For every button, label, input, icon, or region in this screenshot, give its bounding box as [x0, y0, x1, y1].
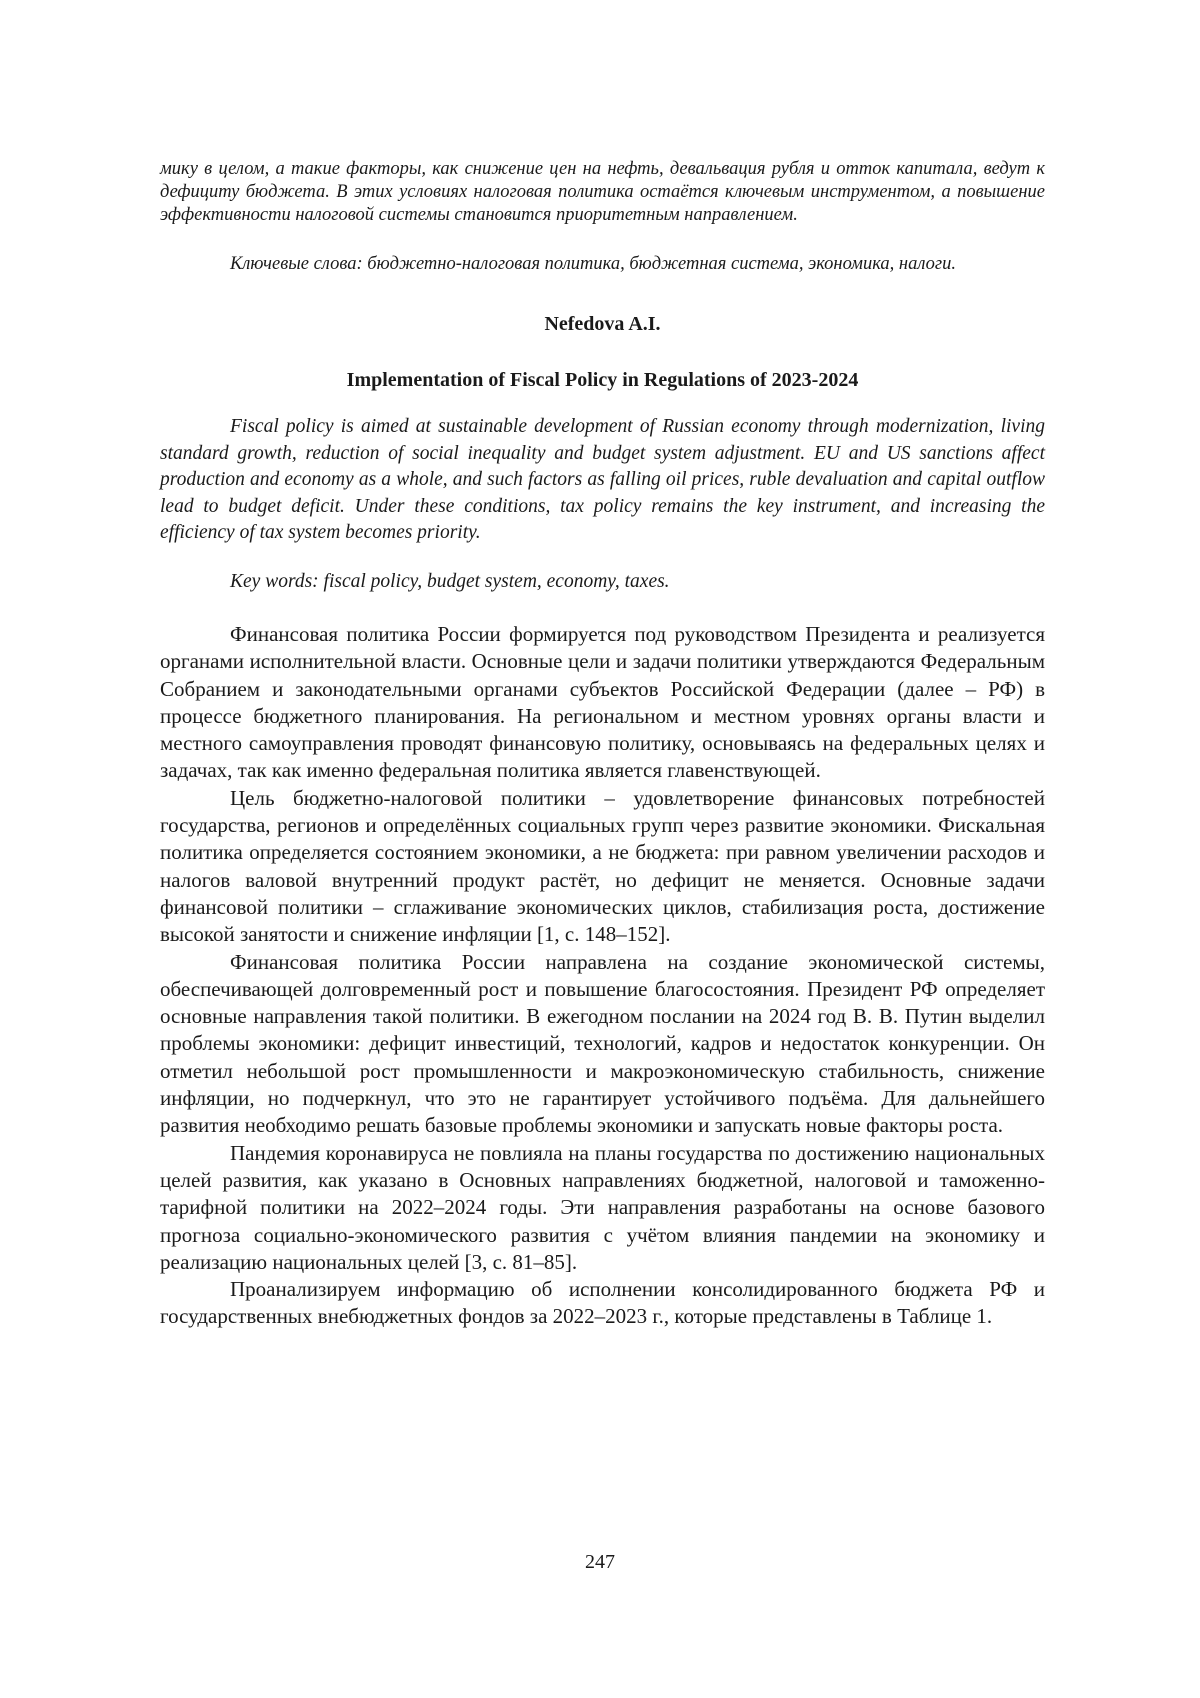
body-paragraph: Финансовая политика России формируется под руководством Президента и реализуется органами исполнительной власти. Основные цели и задачи политики утверждаются Федеральным Собранием и законодательными органами субъектов Российской Федерации (далее – РФ) в процессе бюджетного планирования. На региональном и местном уровнях органы власти и местного самоуправления проводят финансовую политику, основываясь на федеральных целях и задачах, так как именно федеральная политика является главенствующей.: [160, 622, 1045, 783]
article-title-en: Implementation of Fiscal Policy in Regulations of 2023-2024: [346, 369, 859, 391]
body-paragraph: Цель бюджетно-налоговой политики – удовлетворение финансовых потребностей государства, регионов и определённых социальных групп через развитие экономики. Фискальная политика определяется состоянием экономики, а не бюджета: при равном увеличении расходов и налогов валовой внутренний продукт растёт, но дефицит не меняется. Основные задачи финансовой политики – сглаживание экономических циклов, стабилизация роста, достижение высокой занятости и снижение инфляции [1, с. 148–152].: [160, 785, 1045, 947]
body-paragraph: Финансовая политика России направлена на создание экономической системы, обеспечивающей долговременный рост и повышение благосостояния. Президент РФ определяет основные направления такой политики. В ежегодном послании на 2024 год В. В. Путин выделил проблемы экономики: дефицит инвестиций, технологий, кадров и недостаток конкуренции. Он отметил небольшой рост промышленности и макроэкономическую стабильность, снижение инфляции, но подчеркнул, что это не гарантирует устойчивого подъёма. Для дальнейшего развития необходимо решать базовые проблемы экономики и запускать новые факторы роста.: [160, 949, 1045, 1138]
keywords-en: Key words: fiscal policy, budget system, economy, taxes.: [230, 570, 670, 592]
page-content: [160, 158, 1045, 1331]
author-name-en: Nefedova A.I.: [544, 313, 661, 335]
body-paragraph: Пандемия коронавируса не повлияла на планы государства по достижению национальных целей развития, как указано в Основных направлениях бюджетной, налоговой и таможенно-тарифной политики на 2022–2024 годы. Эти направления разработаны на основе базового прогноза социально-экономического развития с учётом влияния пандемии на экономику и реализацию национальных целей [3, с. 81–85].: [160, 1140, 1045, 1274]
page-number: 247: [585, 1551, 615, 1573]
article-body: [160, 621, 1045, 1331]
abstract-en: Fiscal policy is aimed at sustainable development of Russian economy through modernization, living standard growth, reduction of social inequality and budget system adjustment. EU and US sanctions affect production and economy as a whole, and such factors as falling oil prices, ruble devaluation and capital outflow lead to budget deficit. Under these conditions, tax policy remains the key instrument, and increasing the efficiency of tax system becomes priority.: [160, 416, 1045, 543]
keywords-ru: Ключевые слова: бюджетно-налоговая политика, бюджетная система, экономика, налоги.: [230, 254, 956, 274]
abstract-ru-continuation: мику в целом, а такие факторы, как снижение цен на нефть, девальвация рубля и отток капитала, ведут к дефициту бюджета. В этих условиях налоговая политика остаётся ключевым инструментом, а повышение эффективности налоговой системы становится приоритетным направлением.: [160, 159, 1045, 225]
body-paragraph: Проанализируем информацию об исполнении консолидированного бюджета РФ и государственных внебюджетных фондов за 2022–2023 г., которые представлены в Таблице 1.: [160, 1277, 1045, 1329]
